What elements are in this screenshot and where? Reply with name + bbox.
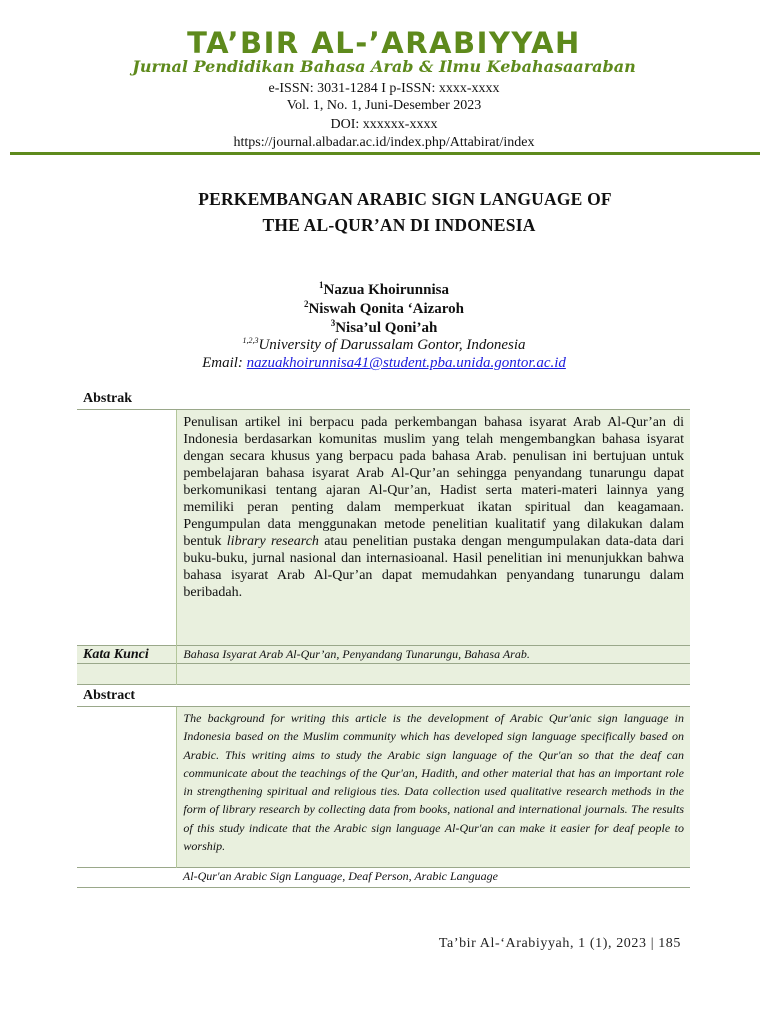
header-divider bbox=[10, 152, 760, 155]
page-footer: Ta’bir Al-‘Arabiyyah, 1 (1), 2023 | 185 bbox=[438, 936, 681, 951]
author-3-sup: 3 bbox=[330, 318, 336, 328]
author-2-name: Niswah Qonita ‘Aizaroh bbox=[308, 301, 465, 317]
article-title-line-1: PERKEMBANGAN ARABIC SIGN LANGUAGE OF bbox=[198, 189, 612, 209]
abstract-header-row bbox=[77, 685, 690, 707]
article-title bbox=[120, 186, 690, 238]
kata-kunci-text: Bahasa Isyarat Arab Al-Qur’an, Penyandang Tunarungu, Bahasa Arab. bbox=[177, 646, 690, 664]
volume-line: Vol. 1, No. 1, Juni-Desember 2023 bbox=[286, 98, 482, 113]
abstract-body-row bbox=[77, 707, 690, 868]
keywords-row bbox=[77, 868, 690, 888]
author-2-sup: 2 bbox=[303, 299, 309, 309]
doi-line: DOI: xxxxxx-xxxx bbox=[330, 117, 438, 132]
author-1-name: Nazua Khoirunnisa bbox=[323, 282, 449, 298]
affiliation-sup: 1,2,3 bbox=[242, 336, 259, 345]
author-1-sup: 1 bbox=[319, 280, 324, 290]
spacer-row bbox=[77, 664, 690, 685]
author-3-name: Nisa’ul Qoni’ah bbox=[335, 320, 438, 336]
keywords-en: Al-Qur'an Arabic Sign Language, Deaf Person, Arabic Language bbox=[177, 868, 690, 888]
journal-url[interactable]: https://journal.albadar.ac.id/index.php/Attabirat/index bbox=[233, 135, 535, 150]
abstrak-body-gutter bbox=[77, 410, 177, 646]
email-label: Email: bbox=[202, 355, 247, 371]
email-link[interactable]: nazuakhoirunnisa41@student.pba.unida.gontor.ac.id bbox=[246, 355, 566, 371]
journal-title: TA’BIR AL-’ARABIYYAH bbox=[187, 26, 581, 60]
abstrak-label: Abstrak bbox=[77, 388, 177, 410]
journal-subtitle: Jurnal Pendidikan Bahasa Arab & Ilmu Kebahasaaraban bbox=[132, 57, 636, 76]
abstrak-body-row bbox=[77, 410, 690, 646]
abstrak-text-part-2: atau penelitian pustaka dengan mengumpulakan data-data dari buku-buku, jurnal nasional dan internasioanal. Hasil penelitian ini menunjukkan bahwa bahasa isyarat Arab Al-Qur’an dapat memudahkan penyandang tunarungu dalam beribadah. bbox=[183, 534, 684, 600]
spacer-left bbox=[77, 664, 177, 685]
kata-kunci-label: Kata Kunci bbox=[77, 646, 177, 664]
keywords-gutter bbox=[77, 868, 177, 888]
abstract-text: The background for writing this article is the development of Arabic Qur'anic sign language in Indonesia based on the Muslim community which has developed sign language specifically based on Arabic. This writing aims to study the Arabic sign language of the Qur'an so that the deaf can communicate about the teachings of the Qur'an, Hadith, and other material that has an important role in strengthening spiritual and religious ties. Data collection used qualitative research methods in the form of library research by collecting data from books, national and international journals. The results of this study indicate that the Arabic sign language Al-Qur'an can make it easier for deaf people to worship. bbox=[177, 707, 690, 868]
abstrak-text-italic: library research bbox=[226, 534, 319, 549]
abstract-table bbox=[77, 388, 690, 888]
affiliation bbox=[0, 331, 768, 355]
abstrak-text bbox=[177, 410, 690, 646]
abstrak-text-part-1: Penulisan artikel ini berpacu pada perkembangan bahasa isyarat Arab Al-Qur’an di Indonesia berdasarkan komunitas muslim yang telah mengembangkan bahasa isyarat dengan secara khusus yang berpacu pada bahasa Arab. penulisan ini bertujuan untuk pembelajaran bahasa isyarat Arab Al-Qur’an sehingga penyandang tunarungu dapat berkomunikasi tentang ajaran Al-Qur’an, Hadist serta materi-materi lainnya yang memiliki peran penting dalam memperkuat ikatan spiritual dan keagamaan. Pengumpulan data menggunakan metode penelitian kualitatif yang dilakukan dalam bentuk bbox=[183, 415, 684, 549]
email-line bbox=[0, 353, 768, 373]
article-title-line-2: THE AL-QUR’AN DI INDONESIA bbox=[262, 215, 536, 235]
abstrak-header-empty bbox=[177, 388, 690, 410]
abstract-header-empty bbox=[177, 685, 690, 707]
kata-kunci-row bbox=[77, 646, 690, 664]
abstrak-header-row bbox=[77, 388, 690, 410]
issn-line: e-ISSN: 3031-1284 I p-ISSN: xxxx-xxxx bbox=[268, 81, 500, 96]
spacer-right bbox=[177, 664, 690, 685]
abstract-label: Abstract bbox=[77, 685, 177, 707]
affiliation-text: University of Darussalam Gontor, Indonesia bbox=[258, 337, 526, 353]
abstract-body-gutter bbox=[77, 707, 177, 868]
